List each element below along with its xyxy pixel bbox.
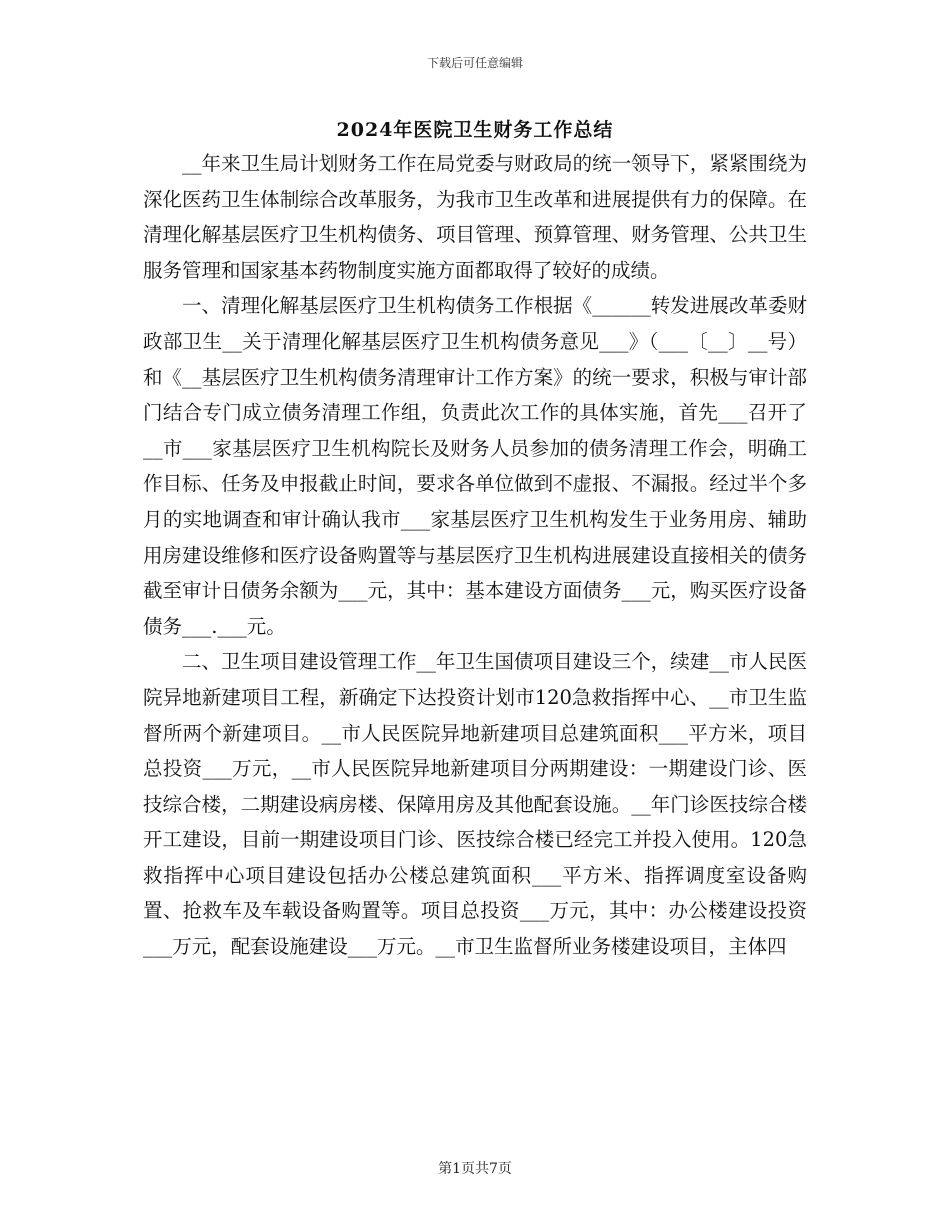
paragraph-debt-clearance: 一、清理化解基层医疗卫生机构债务工作根据《______转发进展改革委财政部卫生__关于清理化解基层医疗卫生机构债务意见___》（___〔__〕__号）和《__基层医疗卫生机构债务清理审计工作方案》的统一要求，积极与审计部门结合专门成立债务清理工作组，负责此次工作的具体实施，首先___召开了__市___家基层医疗卫生机构院长及财务人员参加的债务清理工作会，明确工作目标、任务及申报截止时间，要求各单位做到不虚报、不漏报。经过半个多月的实地调查和审计确认我市___家基层医疗卫生机构发生于业务用房、辅助用房建设维修和医疗设备购置等与基层医疗卫生机构进展建设直接相关的债务截至审计日债务余额为___元，其中：基本建设方面债务___元，购买医疗设备债务___.___元。: [143, 294, 807, 638]
document-title: 2024年医院卫生财务工作总结: [336, 119, 614, 141]
page-footer-number: 第1页共7页: [438, 1161, 512, 1177]
document-body: [143, 146, 807, 965]
paragraph-project-construction: 二、卫生项目建设管理工作__年卫生国债项目建设三个，续建__市人民医院异地新建项目工程，新确定下达投资计划市120急救指挥中心、__市卫生监督所两个新建项目。__市人民医院异地新建项目总建筑面积___平方米，项目总投资___万元，__市人民医院异地新建项目分两期建设：一期建设门诊、医技综合楼，二期建设病房楼、保障用房及其他配套设施。__年门诊医技综合楼开工建设，目前一期建设项目门诊、医技综合楼已经完工并投入使用。120急救指挥中心项目建设包括办公楼总建筑面积___平方米、指挥调度室设备购置、抢救车及车载设备购置等。项目总投资___万元，其中：办公楼建设投资___万元，配套设施建设___万元。__市卫生监督所业务楼建设项目，主体四: [143, 650, 807, 959]
page-header-note: 下载后可任意编辑: [426, 56, 523, 70]
paragraph-intro: __年来卫生局计划财务工作在局党委与财政局的统一领导下，紧紧围绕为深化医药卫生体制综合改革服务，为我市卫生改革和进展提供有力的保障。在清理化解基层医疗卫生机构债务、项目管理、预算管理、财务管理、公共卫生服务管理和国家基本药物制度实施方面都取得了较好的成绩。: [143, 152, 807, 282]
